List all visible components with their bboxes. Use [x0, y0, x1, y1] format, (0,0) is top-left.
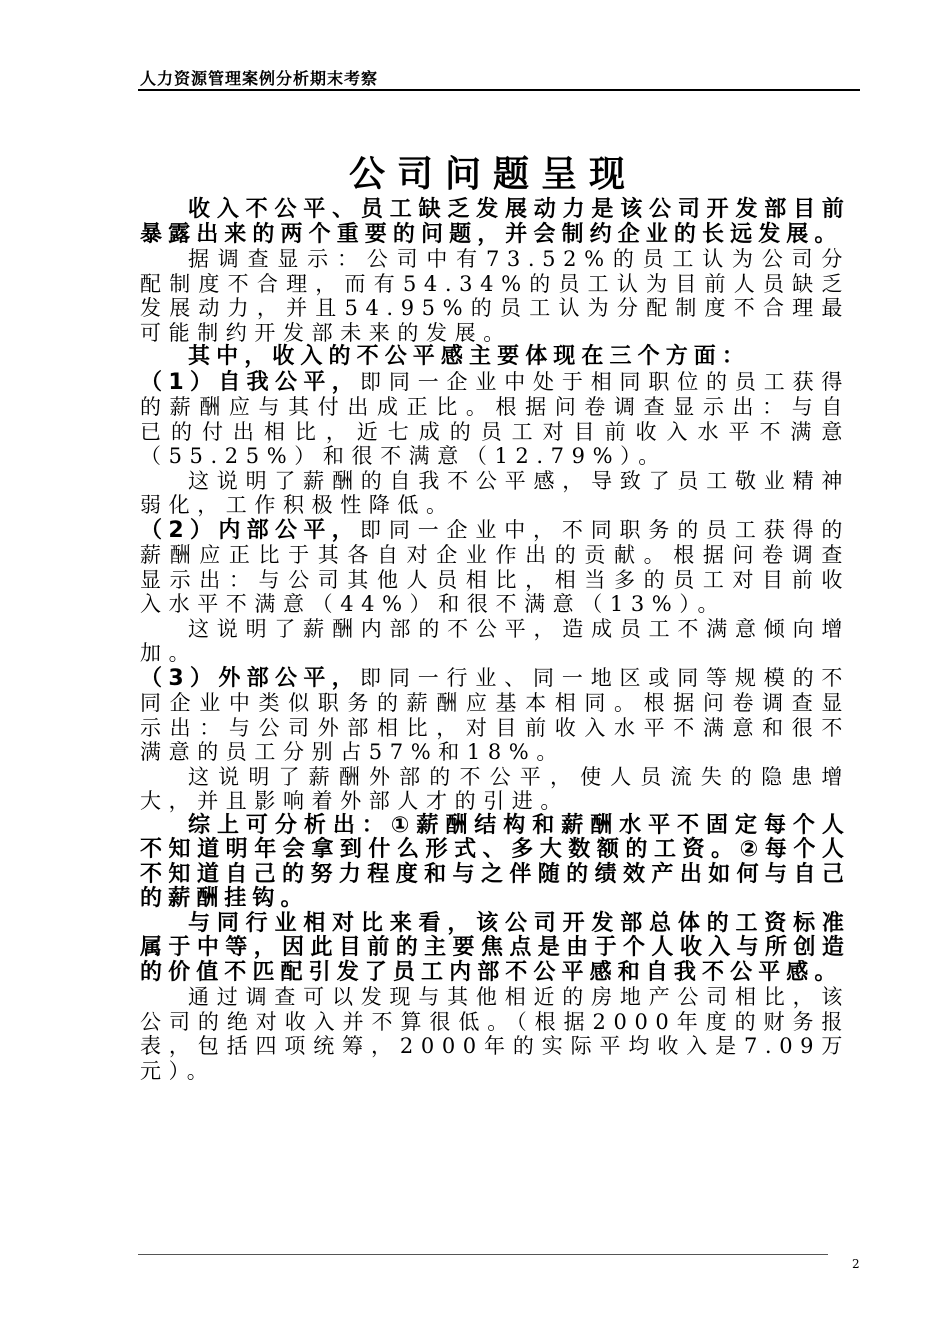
three-aspects-heading: 其中，收入的不公平感主要体现在三个方面：	[188, 344, 751, 369]
item-self-fairness-conclusion: 这说明了薪酬的自我不公平感，导致了员工敬业精神弱化，工作积极性降低。	[140, 468, 850, 517]
survey-paragraph: 据调查显示：公司中有73.52%的员工认为公司分配制度不合理，而有54.34%的员工认为目前人员缺乏发展动力，并且54.95%的员工认为分配制度不合理最可能制约开发部未来的发展。	[140, 247, 850, 345]
item-self-fairness-text: 即同一企业中处于相同职位的员工获得的薪酬应与其付出成正比。根据问卷调查显示出：与自已的付出相比，近七成的员工对目前收入水平不满意（55.25%）和很不满意（12.79%）。	[140, 369, 851, 468]
item-external-fairness-conclusion: 这说明了薪酬外部的不公平，使人员流失的隐患增大，并且影响着外部人才的引进。	[140, 764, 850, 813]
item-external-fairness-label: （3）外部公平，	[140, 665, 361, 691]
footer-divider	[138, 1254, 828, 1255]
item-internal-fairness-conclusion: 这说明了薪酬内部的不公平，造成员工不满意倾向增加。	[140, 616, 850, 665]
intro-paragraph: 收入不公平、员工缺乏发展动力是该公司开发部目前暴露出来的两个重要的问题，并会制约企业的长远发展。	[140, 197, 850, 247]
document-body	[140, 198, 850, 1083]
item-internal-fairness-text: 即同一企业中，不同职务的员工获得的薪酬应正比于其各自对企业作出的贡献。根据问卷调查显示出：与公司其他人员相比，相当多的员工对目前收入水平不满意（44%）和很不满意（13%）。	[140, 517, 851, 616]
item-external-fairness	[140, 666, 850, 765]
closing-paragraph: 通过调查可以发现与其他相近的房地产公司相比，该公司的绝对收入并不算很低。（根据2000年度的财务报表，包括四项统筹，2000年的实际平均收入是7.09万元）。	[140, 985, 850, 1083]
item-internal-fairness	[140, 518, 850, 617]
page-number: 2	[852, 1257, 860, 1271]
page-title: 公司问题呈现	[348, 154, 637, 195]
summary-paragraph: 综上可分析出：①薪酬结构和薪酬水平不固定每个人不知道明年会拿到什么形式、多大数额的工资。②每个人不知道自己的努力程度和与之伴随的绩效产出如何与自己的薪酬挂钩。	[140, 812, 850, 911]
comparison-paragraph: 与同行业相对比来看，该公司开发部总体的工资标准属于中等，因此目前的主要焦点是由于个人收入与所创造的价值不匹配引发了员工内部不公平感和自我不公平感。	[140, 910, 850, 985]
running-header-title: 人力资源管理案例分析期末考察	[140, 69, 379, 88]
item-internal-fairness-label: （2）内部公平，	[140, 517, 361, 543]
item-external-fairness-text: 即同一行业、同一地区或同等规模的不同企业中类似职务的薪酬应基本相同。根据问卷调查显示出：与公司外部相比，对目前收入水平不满意和很不满意的员工分别占57%和18%。	[140, 665, 851, 764]
item-self-fairness-label: （1）自我公平，	[140, 369, 361, 395]
item-self-fairness	[140, 370, 850, 469]
header-divider	[138, 89, 860, 91]
